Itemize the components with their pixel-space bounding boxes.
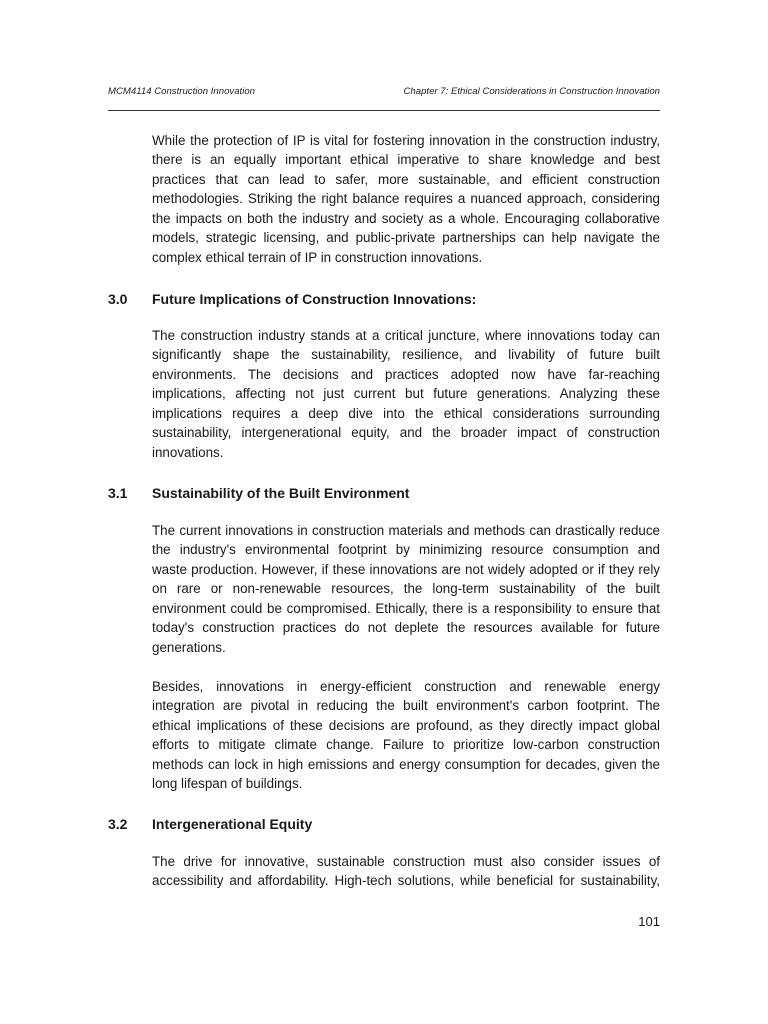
text-line: the industry's environmental footprint by minimizing resource consumption and — [152, 542, 660, 558]
section-heading-3-1 — [108, 484, 409, 502]
running-header-chapter: Chapter 7: Ethical Considerations in Construction Innovation — [403, 86, 660, 97]
text-line: environment could be compromised. Ethically, there is a responsibility to ensure that — [152, 600, 660, 616]
running-header-course: MCM4114 Construction Innovation — [108, 86, 256, 97]
text-line: accessibility and affordability. High-tech solutions, while beneficial for sustainability, — [152, 873, 660, 889]
paragraph-future-implications — [152, 326, 660, 462]
text-line: waste production. However, if these innovations are not widely adopted or if they rely — [152, 561, 660, 577]
text-line: methodologies. Striking the right balance requires a nuanced approach, considering — [152, 191, 660, 207]
section-title: Sustainability of the Built Environment — [152, 485, 410, 501]
text-line: The current innovations in construction materials and methods can drastically reduce — [152, 523, 660, 538]
text-line: long lifespan of buildings. — [152, 776, 303, 792]
text-line: innovations. — [152, 444, 224, 460]
text-line: implications requires a deep dive into the ethical considerations surrounding — [152, 405, 660, 421]
text-line: While the protection of IP is vital for fostering innovation in the construction industry, — [152, 133, 660, 148]
text-line: practices that can lead to safer, more sustainable, and efficient construction — [152, 171, 660, 187]
text-line: on rare or non-renewable resources, the long-term sustainability of the built — [152, 581, 660, 597]
section-heading-3-0 — [108, 290, 476, 308]
section-number: 3.1 — [108, 485, 128, 501]
text-line: methods can lock in high emissions and energy consumption for decades, given the — [152, 756, 660, 772]
section-number: 3.0 — [108, 291, 128, 307]
paragraph-sustainability — [152, 521, 660, 657]
text-line: there is an equally important ethical imperative to share knowledge and best — [152, 152, 660, 168]
page-number: 101 — [638, 914, 660, 929]
paragraph-ip-balance — [152, 131, 660, 267]
header-divider — [108, 110, 660, 111]
text-line: Besides, innovations in energy-efficient construction and renewable energy — [152, 679, 660, 694]
text-line: sustainability, intergenerational equity, and the broader impact of construction — [152, 425, 660, 441]
text-line: environments. The decisions and practices adopted now have far-reaching — [152, 366, 660, 382]
section-title: Future Implications of Construction Innovations: — [152, 291, 477, 307]
text-line: The drive for innovative, sustainable construction must also consider issues of — [152, 854, 660, 869]
section-number: 3.2 — [108, 816, 128, 832]
text-line: models, strategic licensing, and public-private partnerships can help navigate the — [152, 230, 660, 246]
text-line: complex ethical terrain of IP in construction innovations. — [152, 249, 483, 265]
section-title: Intergenerational Equity — [152, 816, 313, 832]
text-line: The construction industry stands at a critical juncture, where innovations today can — [152, 328, 660, 343]
text-line: ethical implications of these decisions are profound, as they directly impact global — [152, 717, 660, 733]
section-heading-3-2 — [108, 815, 312, 833]
text-line: the impacts on both the industry and society as a whole. Encouraging collaborative — [152, 210, 660, 226]
paragraph-intergenerational-equity — [152, 852, 660, 891]
text-line: integration are pivotal in reducing the built environment's carbon footprint. The — [152, 698, 660, 714]
text-line: today's construction practices do not deplete the resources available for future — [152, 620, 660, 636]
text-line: efforts to mitigate climate change. Failure to prioritize low-carbon construction — [152, 737, 660, 753]
text-line: significantly shape the sustainability, resilience, and livability of future built — [152, 347, 660, 363]
text-line: implications, affecting not just current but future generations. Analyzing these — [152, 386, 660, 402]
paragraph-energy-efficiency — [152, 677, 660, 794]
text-line: generations. — [152, 639, 226, 655]
